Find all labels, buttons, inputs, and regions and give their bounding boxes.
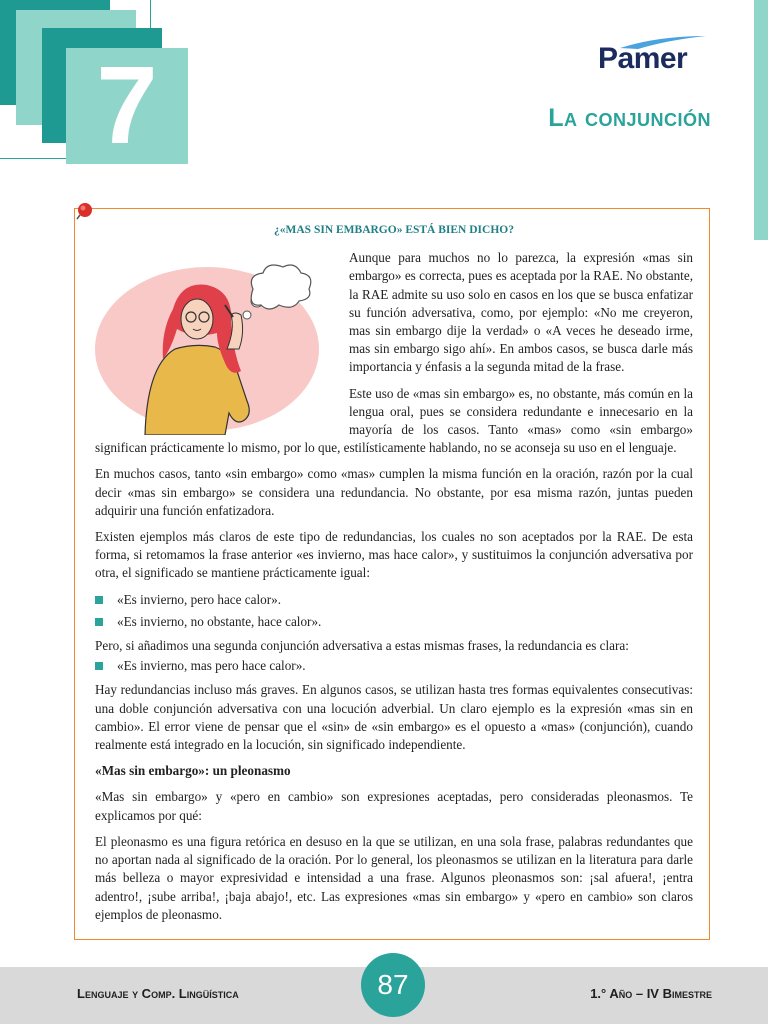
paragraph-4: Existen ejemplos más claros de este tipo de redundancias, los cuales no son aceptados por la RAE. De esta forma, si retomamos la frase anterior «es invierno, mas hace calor», y sustituimos la conjunción adversativa por otra, el significado se mantiene prácticamente igual: [95, 529, 693, 581]
paragraph-6: Hay redundancias incluso más graves. En algunos casos, se utilizan hasta tres formas equivalentes consecutivas: una doble conjunción adversativa con una locución adverbial. Un claro ejemplo es la expresión «mas sin en cambio». El error viene de pensar que el «sin» de «sin embargo» es el opuesto a «mas» (conjunción), cuando realmente está integrado en la locución, sin significado independiente. [95, 682, 693, 753]
subheading: «Mas sin embargo»: un pleonasmo [95, 763, 291, 779]
box-content [95, 221, 693, 932]
brand-logo [598, 34, 713, 80]
page-title: La conjunción [548, 104, 711, 132]
paragraph-5: Pero, si añadimos una segunda conjunción adversativa a estas mismas frases, la redundancia es clara: [95, 638, 629, 654]
list-item: «Es invierno, mas pero hace calor». [95, 657, 693, 675]
bullet-square-icon [95, 618, 103, 626]
chapter-number: 7 [66, 48, 188, 164]
list-item: «Es invierno, no obstante, hace calor». [95, 613, 693, 631]
paragraph-1: Aunque para muchos no lo parezca, la expresión «mas sin embargo» es correcta, pues es aceptada por la RAE. No obstante, la RAE admite su uso solo en casos en los que se busca enfatizar su función adversativa, como, por ejemplo: «No me creyeron, mas sin embargo dije la verdad» o «A veces he deseado irme, mas sin embargo sigo ahí». En ambos casos, se busca darle más importancia y énfasis a la segunda mitad de la frase. [349, 250, 693, 375]
paragraph-7: «Mas sin embargo» y «pero en cambio» son expresiones aceptadas, pero consideradas pleonasmos. Te explicamos por qué: [95, 789, 693, 823]
bullet-square-icon [95, 662, 103, 670]
brand-name: Pamer [598, 42, 688, 75]
side-accent-bar [754, 0, 768, 240]
page-number: 87 [361, 953, 425, 1017]
paragraph-8: El pleonasmo es una figura retórica en desuso en la que se utilizan, en una sola frase, palabras redundantes que no aportan nada al significado de la oración. Por lo general, los pleonasmos se utilizan en la literatura para darle más belleza o mayor expresividad e intensidad a una frase. Algunos pleonasmos son: ¡sal afuera!, ¡entra adentro!, ¡sube arriba!, ¡baja abajo!, etc. Las expresiones «mas sin embargo» y «pero en cambio» son claros ejemplos de pleonasmo. [95, 833, 693, 922]
bullet-square-icon [95, 596, 103, 604]
paragraph-3: En muchos casos, tanto «sin embargo» como «mas» cumplen la misma función en la oración, razón por la cual decir «mas sin embargo» se considera una redundancia. No obstante, por esa misma razón, juntas pueden adquirir una función enfatizadora. [95, 466, 693, 518]
paragraph-2: Este uso de «mas sin embargo» es, no obstante, más común en la lengua oral, pues se considera redundante e innecesario en la mayoría de los casos. Tanto «mas» como «sin embargo» significan prácticamente lo mismo, por lo que, estilísticamente hablando, no se aconseja su uso en el lenguaje. [95, 385, 693, 456]
pin-icon [74, 200, 96, 222]
list-item: «Es invierno, pero hace calor». [95, 591, 693, 609]
example-list-1 [95, 591, 693, 631]
thinking-girl-illustration [95, 249, 341, 435]
box-title: ¿«MAS SIN EMBARGO» ESTÁ BIEN DICHO? [274, 224, 514, 236]
footer-grade: 1.° Año – IV Bimestre [590, 986, 712, 1001]
example-list-2 [95, 657, 693, 675]
footer-subject: Lenguaje y Comp. Lingüística [77, 986, 239, 1001]
